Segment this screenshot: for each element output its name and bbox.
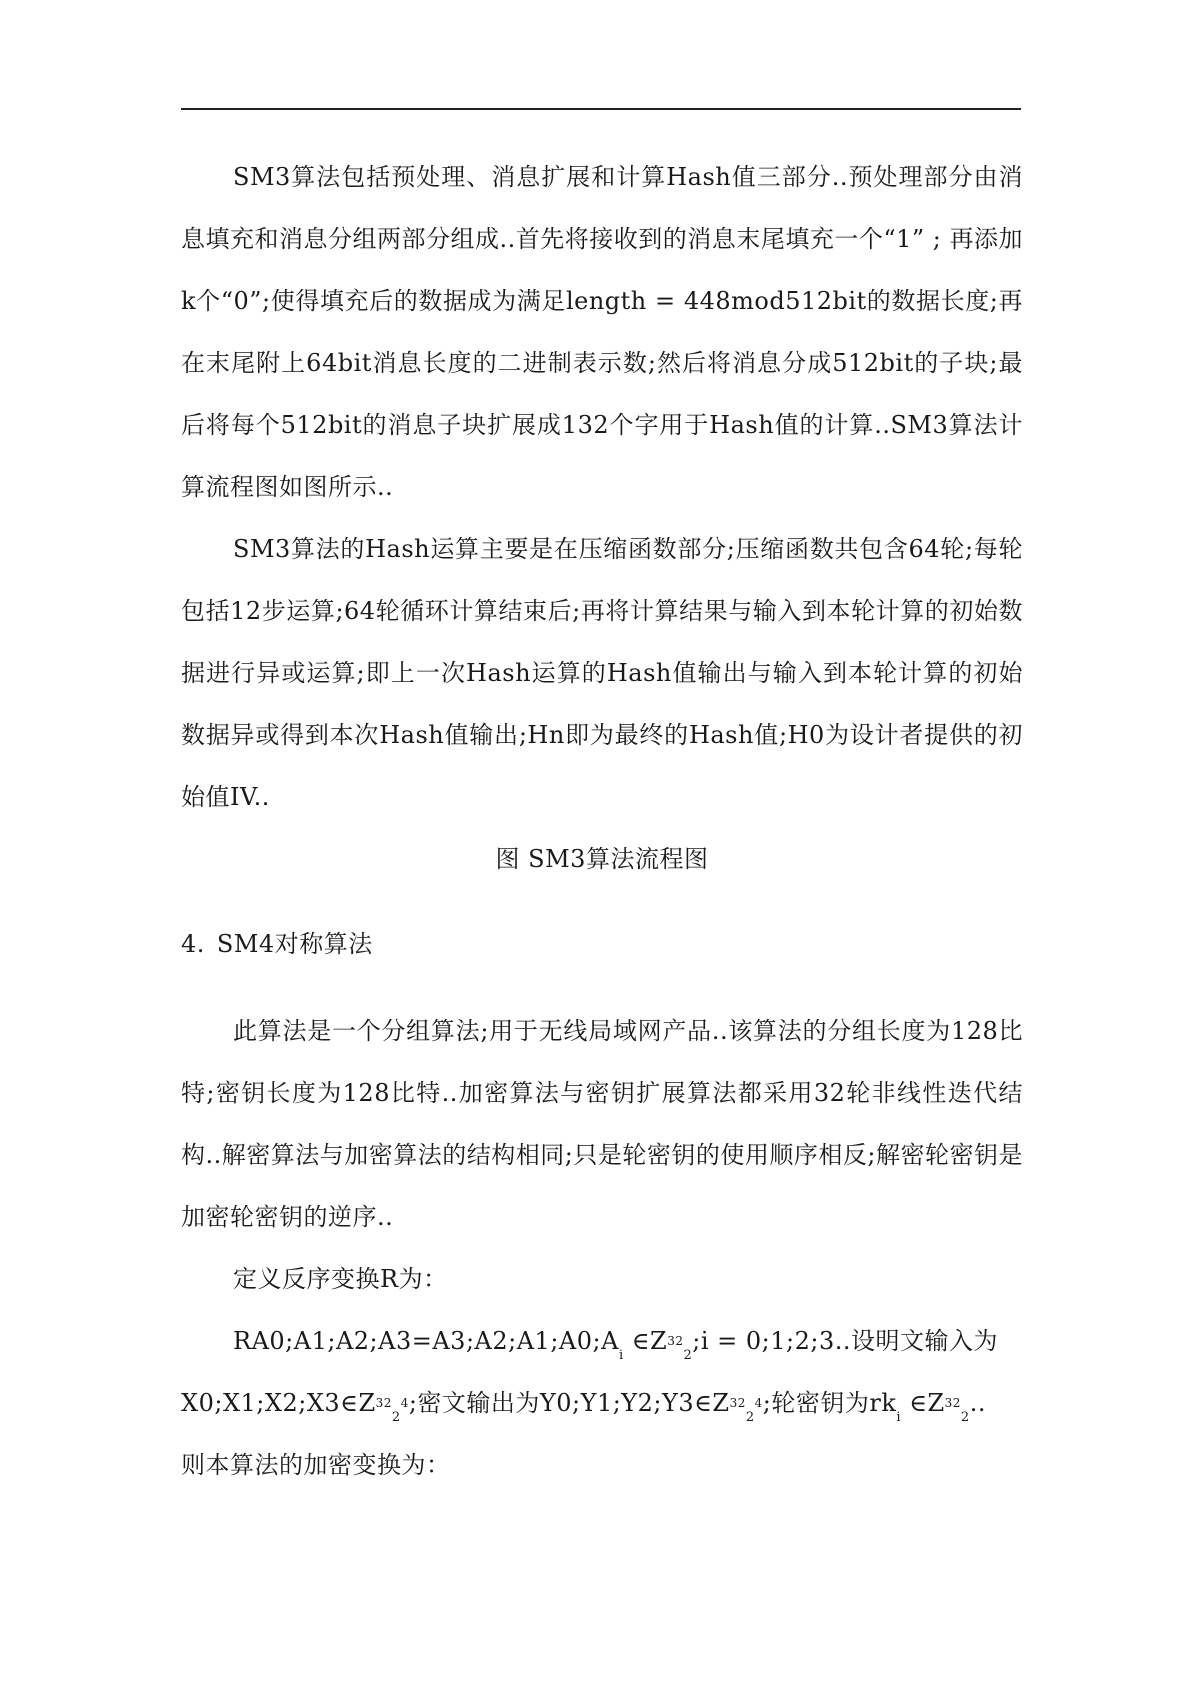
math-text: RA0;A1;A2;A3=A3;A2;A1;A0;A	[233, 1327, 619, 1355]
subscript: 2	[745, 1410, 755, 1425]
superscript: 4	[754, 1396, 763, 1410]
math-line-2	[181, 1372, 1023, 1434]
superscript: 4	[400, 1396, 409, 1410]
sm4-paragraph-2: 定义反序变换R为：	[233, 1265, 448, 1293]
section-title: SM4对称算法	[216, 930, 373, 958]
sm4-paragraph-1: 此算法是一个分组算法;用于无线局域网产品..该算法的分组长度为128比特;密钥长度为128比特..加密算法与密钥扩展算法都采用32轮非线性迭代结构..解密算法与加密算法的结构相同;只是轮密钥的使用顺序相反;解密轮密钥是加密轮密钥的逆序..	[181, 1017, 1023, 1231]
math-text: ∈Z	[623, 1327, 668, 1355]
superscript: 32	[667, 1334, 684, 1348]
superscript: 32	[944, 1396, 961, 1410]
superscript: 32	[729, 1396, 746, 1410]
math-text: ;密文输出为Y0;Y1;Y2;Y3∈Z	[408, 1389, 730, 1417]
section-heading-sm4	[181, 924, 1023, 964]
superscript: 32	[375, 1396, 392, 1410]
math-text: ..	[969, 1389, 986, 1417]
math-line-3: 则本算法的加密变换为：	[181, 1451, 451, 1479]
figure-caption: 图 SM3算法流程图	[495, 845, 709, 873]
header-rule	[181, 108, 1021, 110]
sm3-paragraph-2: SM3算法的Hash运算主要是在压缩函数部分;压缩函数共包含64轮;每轮包括12步运算;64轮循环计算结束后;再将计算结果与输入到本轮计算的初始数据进行异或运算;即上一次Hash运算的Hash值输出与输入到本轮计算的初始数据异或得到本次Hash值输出;Hn即为最终的Hash值;H0为设计者提供的初始值IV..	[181, 535, 1023, 811]
subscript: 2	[960, 1410, 970, 1425]
math-text: ∈Z	[901, 1389, 945, 1417]
math-text: ;i = 0;1;2;3..设明文输入为	[692, 1327, 998, 1355]
sm3-paragraph-1: SM3算法包括预处理、消息扩展和计算Hash值三部分..预处理部分由消息填充和消息分组两部分组成..首先将接收到的消息末尾填充一个“1” ; 再添加k个“0”;使得填充后的数据成为满足length = 448mod512bit的数据长度;再在末尾附上64bit消息长度的二进制表示数;然后将消息分成512bit的子块;最后将每个512bit的消息子块扩展成132个字用于Hash值的计算..SM3算法计算流程图如图所示..	[181, 163, 1023, 501]
subscript: 2	[391, 1410, 401, 1425]
math-text: X0;X1;X2;X3∈Z	[181, 1389, 376, 1417]
document-body	[181, 146, 1023, 1496]
subscript: i	[896, 1410, 902, 1425]
subscript: i	[618, 1348, 624, 1363]
math-text: ;轮密钥为rk	[762, 1389, 897, 1417]
subscript: 2	[683, 1348, 693, 1363]
math-line-1	[181, 1310, 1023, 1372]
section-number: 4.	[181, 930, 205, 958]
